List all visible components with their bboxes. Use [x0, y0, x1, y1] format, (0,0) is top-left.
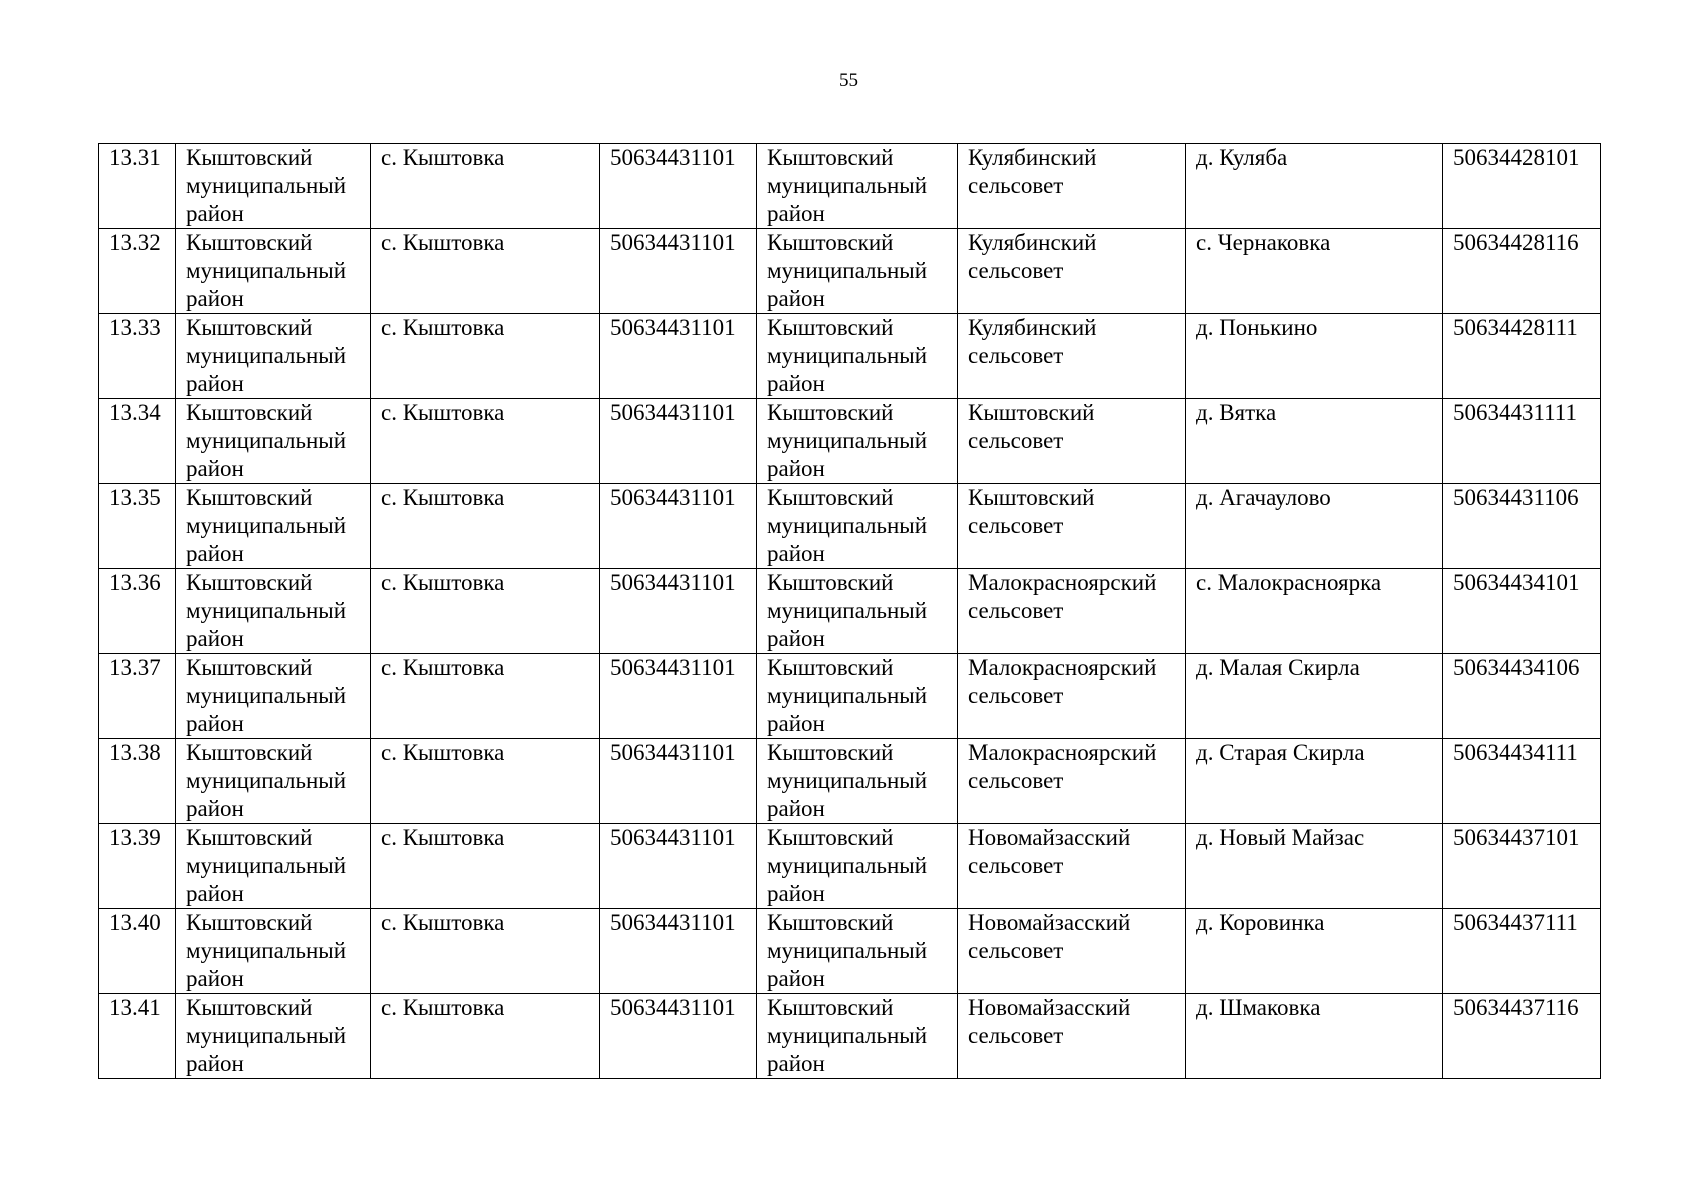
cell-center-code: 50634431101 [600, 994, 757, 1079]
cell-center: с. Кыштовка [371, 399, 600, 484]
cell-center: с. Кыштовка [371, 739, 600, 824]
cell-district: Кыштовский муниципальный район [176, 484, 371, 569]
cell-settlement: д. Старая Скирла [1186, 739, 1443, 824]
cell-number: 13.32 [99, 229, 176, 314]
cell-number: 13.35 [99, 484, 176, 569]
cell-settlement-code: 50634434101 [1443, 569, 1601, 654]
cell-center-code: 50634431101 [600, 824, 757, 909]
table-row [99, 484, 1601, 569]
cell-district: Кыштовский муниципальный район [176, 824, 371, 909]
cell-council: Новомайзасский сельсовет [958, 994, 1186, 1079]
cell-center: с. Кыштовка [371, 144, 600, 229]
cell-settlement-code: 50634431106 [1443, 484, 1601, 569]
cell-settlement: с. Чернаковка [1186, 229, 1443, 314]
cell-center-code: 50634431101 [600, 484, 757, 569]
cell-district-secondary: Кыштовский муниципальный район [757, 909, 958, 994]
cell-center-code: 50634431101 [600, 569, 757, 654]
cell-number: 13.39 [99, 824, 176, 909]
cell-settlement-code: 50634428101 [1443, 144, 1601, 229]
cell-council: Кулябинский сельсовет [958, 229, 1186, 314]
cell-settlement-code: 50634434111 [1443, 739, 1601, 824]
cell-council: Кыштовский сельсовет [958, 484, 1186, 569]
cell-district-secondary: Кыштовский муниципальный район [757, 144, 958, 229]
cell-district: Кыштовский муниципальный район [176, 739, 371, 824]
table-row [99, 229, 1601, 314]
cell-district: Кыштовский муниципальный район [176, 144, 371, 229]
cell-district-secondary: Кыштовский муниципальный район [757, 824, 958, 909]
cell-center-code: 50634431101 [600, 739, 757, 824]
table-row [99, 314, 1601, 399]
cell-council: Кулябинский сельсовет [958, 314, 1186, 399]
cell-number: 13.31 [99, 144, 176, 229]
table-row [99, 399, 1601, 484]
cell-center: с. Кыштовка [371, 654, 600, 739]
cell-settlement: д. Малая Скирла [1186, 654, 1443, 739]
cell-settlement-code: 50634437116 [1443, 994, 1601, 1079]
cell-district-secondary: Кыштовский муниципальный район [757, 229, 958, 314]
cell-center: с. Кыштовка [371, 909, 600, 994]
cell-center-code: 50634431101 [600, 399, 757, 484]
cell-settlement: с. Малокрасноярка [1186, 569, 1443, 654]
cell-center: с. Кыштовка [371, 229, 600, 314]
cell-center-code: 50634431101 [600, 229, 757, 314]
cell-settlement-code: 50634437101 [1443, 824, 1601, 909]
cell-district-secondary: Кыштовский муниципальный район [757, 399, 958, 484]
cell-settlement-code: 50634431111 [1443, 399, 1601, 484]
cell-number: 13.34 [99, 399, 176, 484]
cell-district-secondary: Кыштовский муниципальный район [757, 314, 958, 399]
cell-number: 13.37 [99, 654, 176, 739]
cell-center-code: 50634431101 [600, 144, 757, 229]
table-body [99, 144, 1601, 1079]
cell-center: с. Кыштовка [371, 484, 600, 569]
table-row [99, 569, 1601, 654]
cell-council: Новомайзасский сельсовет [958, 824, 1186, 909]
cell-settlement: д. Новый Майзас [1186, 824, 1443, 909]
cell-district: Кыштовский муниципальный район [176, 229, 371, 314]
cell-district-secondary: Кыштовский муниципальный район [757, 994, 958, 1079]
cell-council: Малокрасноярский сельсовет [958, 739, 1186, 824]
cell-settlement: д. Вятка [1186, 399, 1443, 484]
cell-number: 13.33 [99, 314, 176, 399]
cell-number: 13.36 [99, 569, 176, 654]
table-row [99, 824, 1601, 909]
cell-number: 13.41 [99, 994, 176, 1079]
cell-center-code: 50634431101 [600, 654, 757, 739]
cell-district: Кыштовский муниципальный район [176, 994, 371, 1079]
cell-district-secondary: Кыштовский муниципальный район [757, 484, 958, 569]
cell-settlement: д. Понькино [1186, 314, 1443, 399]
cell-settlement: д. Куляба [1186, 144, 1443, 229]
cell-district-secondary: Кыштовский муниципальный район [757, 654, 958, 739]
cell-settlement: д. Шмаковка [1186, 994, 1443, 1079]
cell-center: с. Кыштовка [371, 824, 600, 909]
cell-settlement: д. Агачаулово [1186, 484, 1443, 569]
cell-settlement-code: 50634428116 [1443, 229, 1601, 314]
cell-center-code: 50634431101 [600, 909, 757, 994]
table-row [99, 994, 1601, 1079]
page-number: 55 [839, 70, 858, 91]
table-row [99, 909, 1601, 994]
cell-center: с. Кыштовка [371, 569, 600, 654]
cell-district: Кыштовский муниципальный район [176, 314, 371, 399]
cell-district: Кыштовский муниципальный район [176, 654, 371, 739]
table-row [99, 739, 1601, 824]
cell-settlement-code: 50634434106 [1443, 654, 1601, 739]
cell-council: Кулябинский сельсовет [958, 144, 1186, 229]
cell-center: с. Кыштовка [371, 994, 600, 1079]
cell-council: Малокрасноярский сельсовет [958, 569, 1186, 654]
settlements-table [98, 143, 1601, 1079]
cell-number: 13.40 [99, 909, 176, 994]
table-row [99, 144, 1601, 229]
cell-district: Кыштовский муниципальный район [176, 909, 371, 994]
cell-number: 13.38 [99, 739, 176, 824]
table-row [99, 654, 1601, 739]
cell-district: Кыштовский муниципальный район [176, 569, 371, 654]
cell-council: Новомайзасский сельсовет [958, 909, 1186, 994]
cell-center: с. Кыштовка [371, 314, 600, 399]
cell-district: Кыштовский муниципальный район [176, 399, 371, 484]
cell-center-code: 50634431101 [600, 314, 757, 399]
cell-settlement: д. Коровинка [1186, 909, 1443, 994]
cell-settlement-code: 50634437111 [1443, 909, 1601, 994]
cell-settlement-code: 50634428111 [1443, 314, 1601, 399]
cell-council: Кыштовский сельсовет [958, 399, 1186, 484]
cell-district-secondary: Кыштовский муниципальный район [757, 739, 958, 824]
cell-district-secondary: Кыштовский муниципальный район [757, 569, 958, 654]
cell-council: Малокрасноярский сельсовет [958, 654, 1186, 739]
